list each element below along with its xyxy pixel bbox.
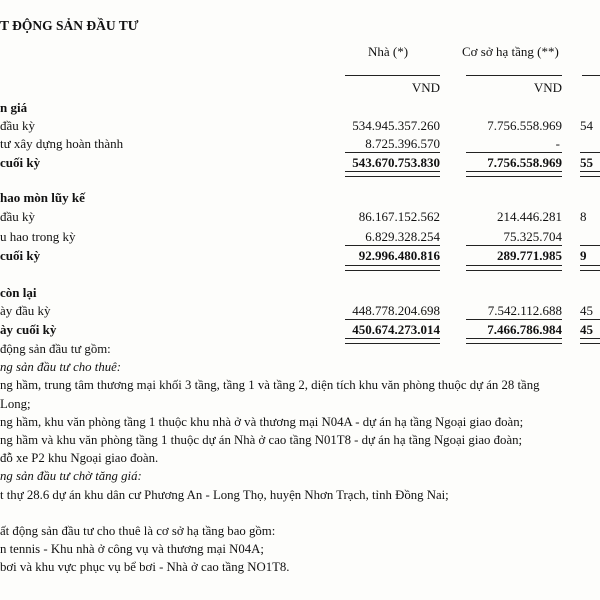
row-label: hao mòn lũy kế — [0, 190, 85, 205]
note-line: ng hầm, trung tâm thương mại khối 3 tầng, tầng 1 và tầng 2, diện tích khu văn phòng thuộc dự án 28 tầng — [0, 378, 540, 393]
row-value-c1: 8.725.396.570 — [365, 136, 440, 151]
note-line: Long; — [0, 396, 31, 411]
total-double-rule — [345, 171, 440, 177]
subtotal-rule — [580, 152, 600, 153]
note-line: ng sản đầu tư cho thuê: — [0, 360, 122, 375]
note-line: động sản đầu tư gồm: — [0, 342, 111, 356]
row-label: tư xây dựng hoàn thành — [0, 136, 124, 151]
row-label: cuối kỳ — [0, 155, 41, 170]
row-label: cuối kỳ — [0, 248, 41, 263]
subtotal-rule — [466, 152, 562, 153]
subtotal-rule — [345, 152, 440, 153]
row-value-c2: 214.446.281 — [497, 209, 562, 224]
row-value-c1: 86.167.152.562 — [358, 209, 440, 224]
row-value-c1: 92.996.480.816 — [358, 248, 440, 263]
total-double-rule — [466, 171, 562, 177]
row-value-c1: 534.945.357.260 — [352, 118, 440, 133]
row-value-c1: 6.829.328.254 — [365, 229, 440, 244]
note-line: ng sản đầu tư chờ tăng giá: — [0, 469, 142, 484]
row-label: u hao trong kỳ — [0, 229, 76, 244]
row-label: đầu kỳ — [0, 209, 36, 224]
subtotal-rule — [466, 245, 562, 246]
note-line: đỗ xe P2 khu Ngoại giao đoàn. — [0, 451, 159, 466]
unit-label-col1: VND — [411, 80, 440, 95]
row-value-c2: 75.325.704 — [503, 229, 562, 244]
row-value-c2: - — [555, 136, 560, 151]
section-title: T ĐỘNG SẢN ĐẦU TƯ — [0, 18, 139, 33]
row-label: đầu kỳ — [0, 118, 36, 133]
total-double-rule — [466, 265, 562, 271]
row-value-c3: 45 — [580, 322, 593, 337]
header-rule-col2 — [466, 75, 562, 76]
subtotal-rule — [580, 245, 600, 246]
row-value-c3: 54 — [580, 118, 593, 133]
subtotal-rule — [345, 319, 440, 320]
row-value-c2: 7.756.558.969 — [487, 155, 562, 170]
note-line: bơi và khu vực phục vụ bể bơi - Nhà ở cao tầng NO1T8. — [0, 560, 290, 575]
row-value-c2: 289.771.985 — [497, 248, 562, 263]
row-value-c3: 55 — [580, 155, 593, 170]
row-value-c1: 448.778.204.698 — [352, 303, 440, 318]
subtotal-rule — [466, 319, 562, 320]
row-value-c1: 450.674.273.014 — [352, 322, 440, 337]
row-value-c3: 9 — [580, 248, 587, 263]
row-value-c3: 8 — [580, 209, 587, 224]
note-line: t thự 28.6 dự án khu dân cư Phương An - Long Thọ, huyện Nhơn Trạch, tỉnh Đồng Nai; — [0, 487, 449, 502]
note-line: ất động sản đầu tư cho thuê là cơ sở hạ tầng bao gồm: — [0, 523, 276, 538]
row-label: còn lại — [0, 285, 37, 300]
total-double-rule — [345, 265, 440, 271]
header-rule-col3 — [582, 75, 600, 76]
total-double-rule — [580, 171, 600, 177]
row-value-c2: 7.466.786.984 — [487, 322, 562, 337]
row-value-c1: 543.670.753.830 — [352, 155, 440, 170]
row-value-c2: 7.542.112.688 — [487, 303, 562, 318]
row-label: ày cuối kỳ — [0, 322, 57, 337]
row-label: ày đầu kỳ — [0, 303, 51, 318]
unit-label-col2: VND — [533, 80, 562, 95]
note-line — [0, 504, 540, 522]
note-line: n tennis - Khu nhà ở công vụ và thương mại N04A; — [0, 542, 264, 557]
row-value-c2: 7.756.558.969 — [487, 118, 562, 133]
column-header-infrastructure: Cơ sở hạ tầng (**) — [462, 44, 559, 59]
notes-section — [0, 340, 540, 576]
total-double-rule — [580, 265, 600, 271]
subtotal-rule — [580, 319, 600, 320]
column-header-house: Nhà (*) — [368, 44, 409, 59]
total-double-rule — [580, 338, 600, 344]
row-label: n giá — [0, 100, 28, 115]
row-value-c3: 45 — [580, 303, 593, 318]
header-rule-col1 — [345, 75, 440, 76]
note-line: ng hầm, khu văn phòng tầng 1 thuộc khu nhà ở và thương mại N04A - dự án hạ tầng Ngoại giao đoàn; — [0, 414, 524, 429]
subtotal-rule — [345, 245, 440, 246]
note-line: ng hầm và khu văn phòng tầng 1 thuộc dự án Nhà ở cao tầng N01T8 - dự án hạ tầng Ngoại giao đoàn; — [0, 432, 523, 447]
